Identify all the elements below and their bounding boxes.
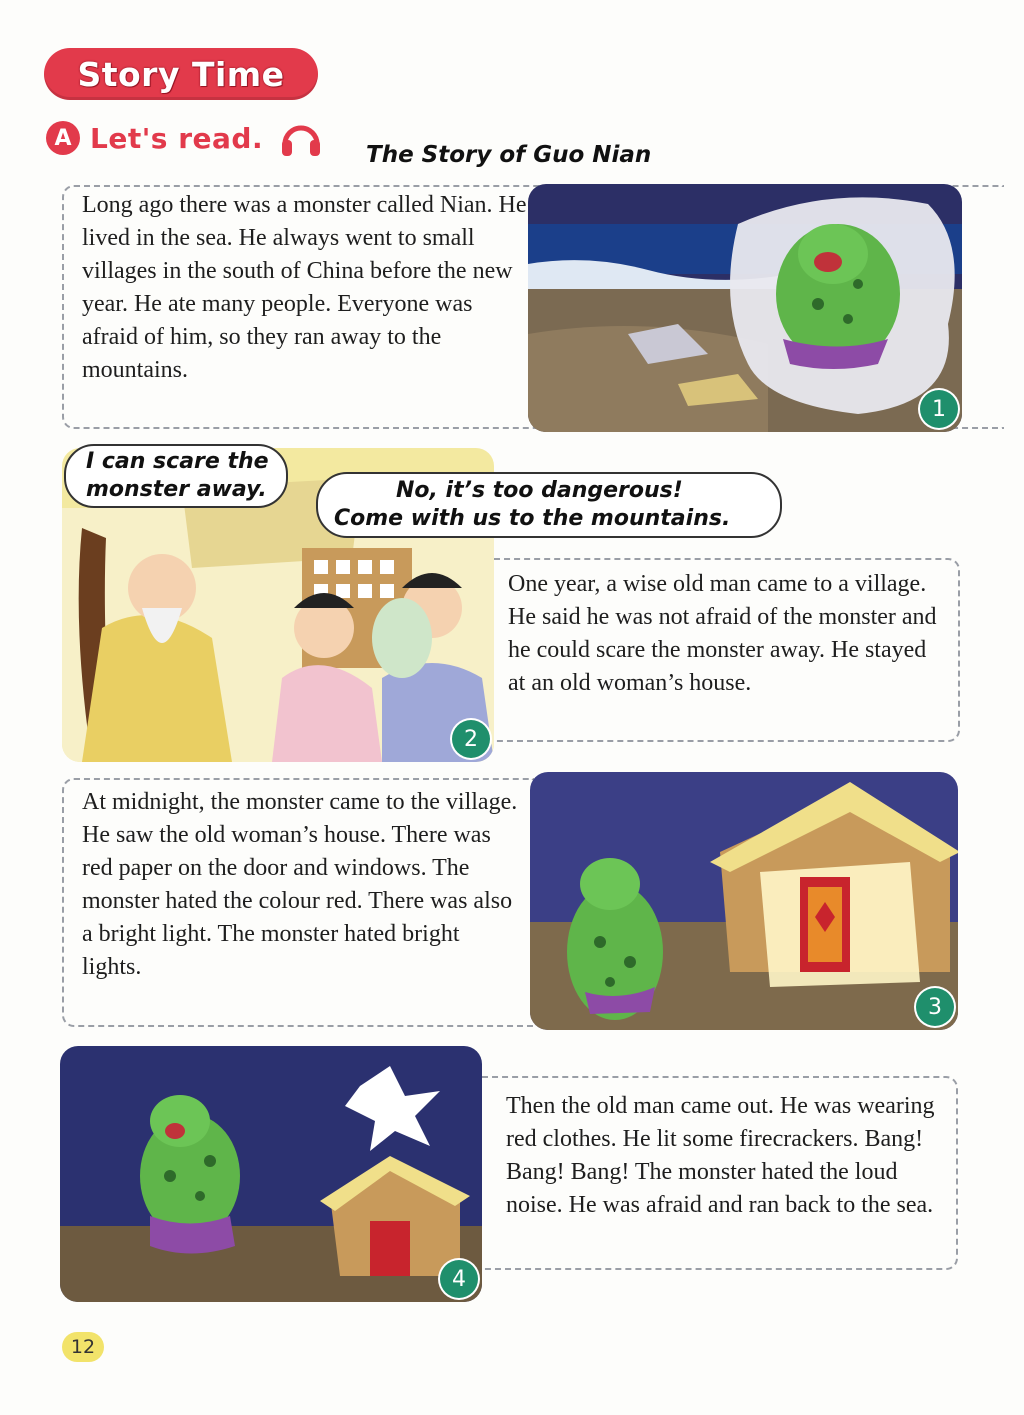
story-title: The Story of Guo Nian [366,142,652,168]
paragraph-text: Then the old man came out. He was wearing red clothes. He lit some firecrackers. Bang! Bang! Bang! The monster hated the loud noise. He was afraid and ran back to the sea. [506,1093,935,1218]
section-letter: A [46,121,80,155]
paragraph-text: Long ago there was a monster called Nian. He lived in the sea. He always went to small villages in the south of China before the new year. He ate many people. Everyone was afraid of him, so they ran away to the mountains. [82,192,527,383]
speech-bubble-villagers [316,472,782,538]
page-number: 12 [62,1332,104,1362]
story-paragraph-4 [482,1076,958,1270]
monster-at-village-illustration [528,184,962,432]
section-label: Let's read. [90,121,264,155]
firecrackers-scare-monster-illustration [60,1046,482,1302]
panel-number: 3 [916,988,954,1026]
illustration-panel-3 [530,772,958,1030]
story-time-label: Story Time [77,54,285,94]
speech-bubble-old-man [64,444,288,508]
story-paragraph-2 [494,558,960,742]
panel-number: 1 [920,390,958,428]
panel-number: 2 [452,720,490,758]
bubble-text-line-1: I can scare the [86,449,269,474]
bubble-text-line-2: monster away. [86,477,267,502]
story-time-badge [44,48,318,100]
paragraph-text: At midnight, the monster came to the village. He saw the old woman’s house. There was red paper on the door and windows. The monster hated the colour red. There was also a bright light. The monster hated bright lights. [82,789,518,980]
panel-number: 4 [440,1260,478,1298]
monster-sees-red-door-illustration [530,772,958,1030]
illustration-panel-4 [60,1046,482,1302]
headphones-icon[interactable] [279,118,323,158]
illustration-panel-1 [528,184,962,432]
paragraph-text: One year, a wise old man came to a village. He said he was not afraid of the monster and he could scare the monster away. He stayed at an old woman’s house. [508,571,937,696]
story-paragraph-3 [62,778,534,1027]
section-heading [46,118,323,158]
bubble-text-line-1: No, it’s too dangerous! [396,478,683,503]
bubble-text-line-2: Come with us to the mountains. [334,506,731,531]
